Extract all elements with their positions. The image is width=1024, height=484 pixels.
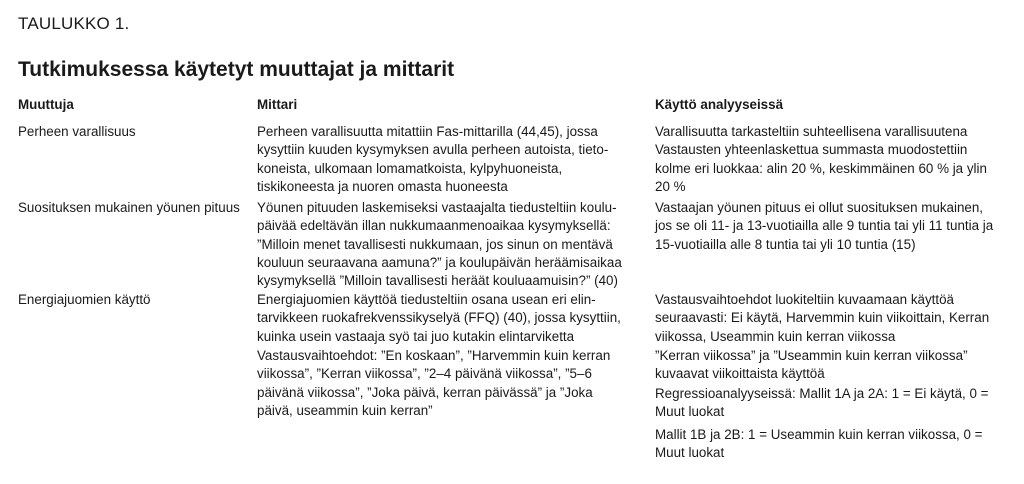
header-measure: Mittari — [257, 97, 298, 112]
row-3-measure-1: Energiajuomien käyttöä tiedusteltiin osana usean eri elin-tarvikkeen ruokafrekvenssikyselyä (FFQ) (40), jossa kysyttiin, kuinka usein vastaaja syö tai juo kutakin elintarviketta — [257, 292, 621, 344]
row-3-usage-4: Mallit 1B ja 2B: 1 = Useammin kuin kerran viikossa, 0 = Muut luokat — [655, 427, 983, 461]
row-3-usage-2: ”Kerran viikossa” ja ”Useammin kuin kerran viikossa” kuvaavat viikoittaista käyttöä — [655, 348, 968, 382]
row-2-usage: Vastaajan yöunen pituus ei ollut suosituksen mukainen, jos se oli 11- ja 13-vuotiailla alle 9 tuntia tai yli 11 tuntia ja 15-vuotiailla alle 8 tuntia tai yli 10 tuntia (15) — [655, 200, 994, 252]
row-1-usage: Varallisuutta tarkasteltiin suhteellisena varallisuutena Vastausten yhteenlaskettua summasta muodostettiin kolme eri luokkaa: alin 20 %, keskimmäinen 60 % ja ylin 20 % — [655, 124, 987, 194]
row-3-usage-1: Vastausvaihtoehdot luokiteltiin kuvaamaan käyttöä seuraavasti: Ei käytä, Harvemmin kuin viikoittain, Kerran viikossa, Useammin kuin kerran viikossa — [655, 292, 990, 344]
row-2-measure: Yöunen pituuden laskemiseksi vastaajalta tiedusteltiin koulu-päivää edeltävän illan nukkumaanmenoaikaa kysymyksellä: ”Milloin menet tavallisesti nukkumaan, jos sinun on mentävä kouluun seuraavana aamuna?” ja koulupäivän heräämisaikaa kysymyksellä ”Milloin tavallisesti heräät kouluaamuisin?” (40) — [257, 200, 622, 289]
row-1-measure: Perheen varallisuutta mitattiin Fas-mittarilla (44,45), jossa kysyttiin kuuden kysymyksen avulla perheen autoista, tieto-koneista, ulkomaan lomamatkoista, kylpyhuoneista, tiskikoneesta ja nuoren omasta huoneesta — [257, 124, 609, 194]
table-label: TAULUKKO 1. — [18, 14, 130, 33]
table-title: Tutkimuksessa käytetyt muuttajat ja mittarit — [18, 58, 455, 81]
row-2-variable: Suosituksen mukainen yöunen pituus — [18, 200, 240, 215]
header-usage: Käyttö analyyseissä — [655, 97, 784, 112]
row-3-variable: Energiajuomien käyttö — [18, 292, 151, 307]
row-1-variable: Perheen varallisuus — [18, 124, 136, 139]
row-3-measure-2: Vastausvaihtoehdot: ”En koskaan”, ”Harvemmin kuin kerran viikossa”, ”Kerran viikossa”, ”2–4 päivänä viikossa”, ”5–6 päivänä viikossa”, ”Joka päivä, kerran päivässä” ja ”Joka päivä, useammin kuin kerran” — [257, 348, 611, 418]
header-variable: Muuttuja — [18, 97, 74, 112]
row-3-usage-3: Regressioanalyyseissä: Mallit 1A ja 2A: 1 = Ei käytä, 0 = Muut luokat — [655, 386, 989, 420]
